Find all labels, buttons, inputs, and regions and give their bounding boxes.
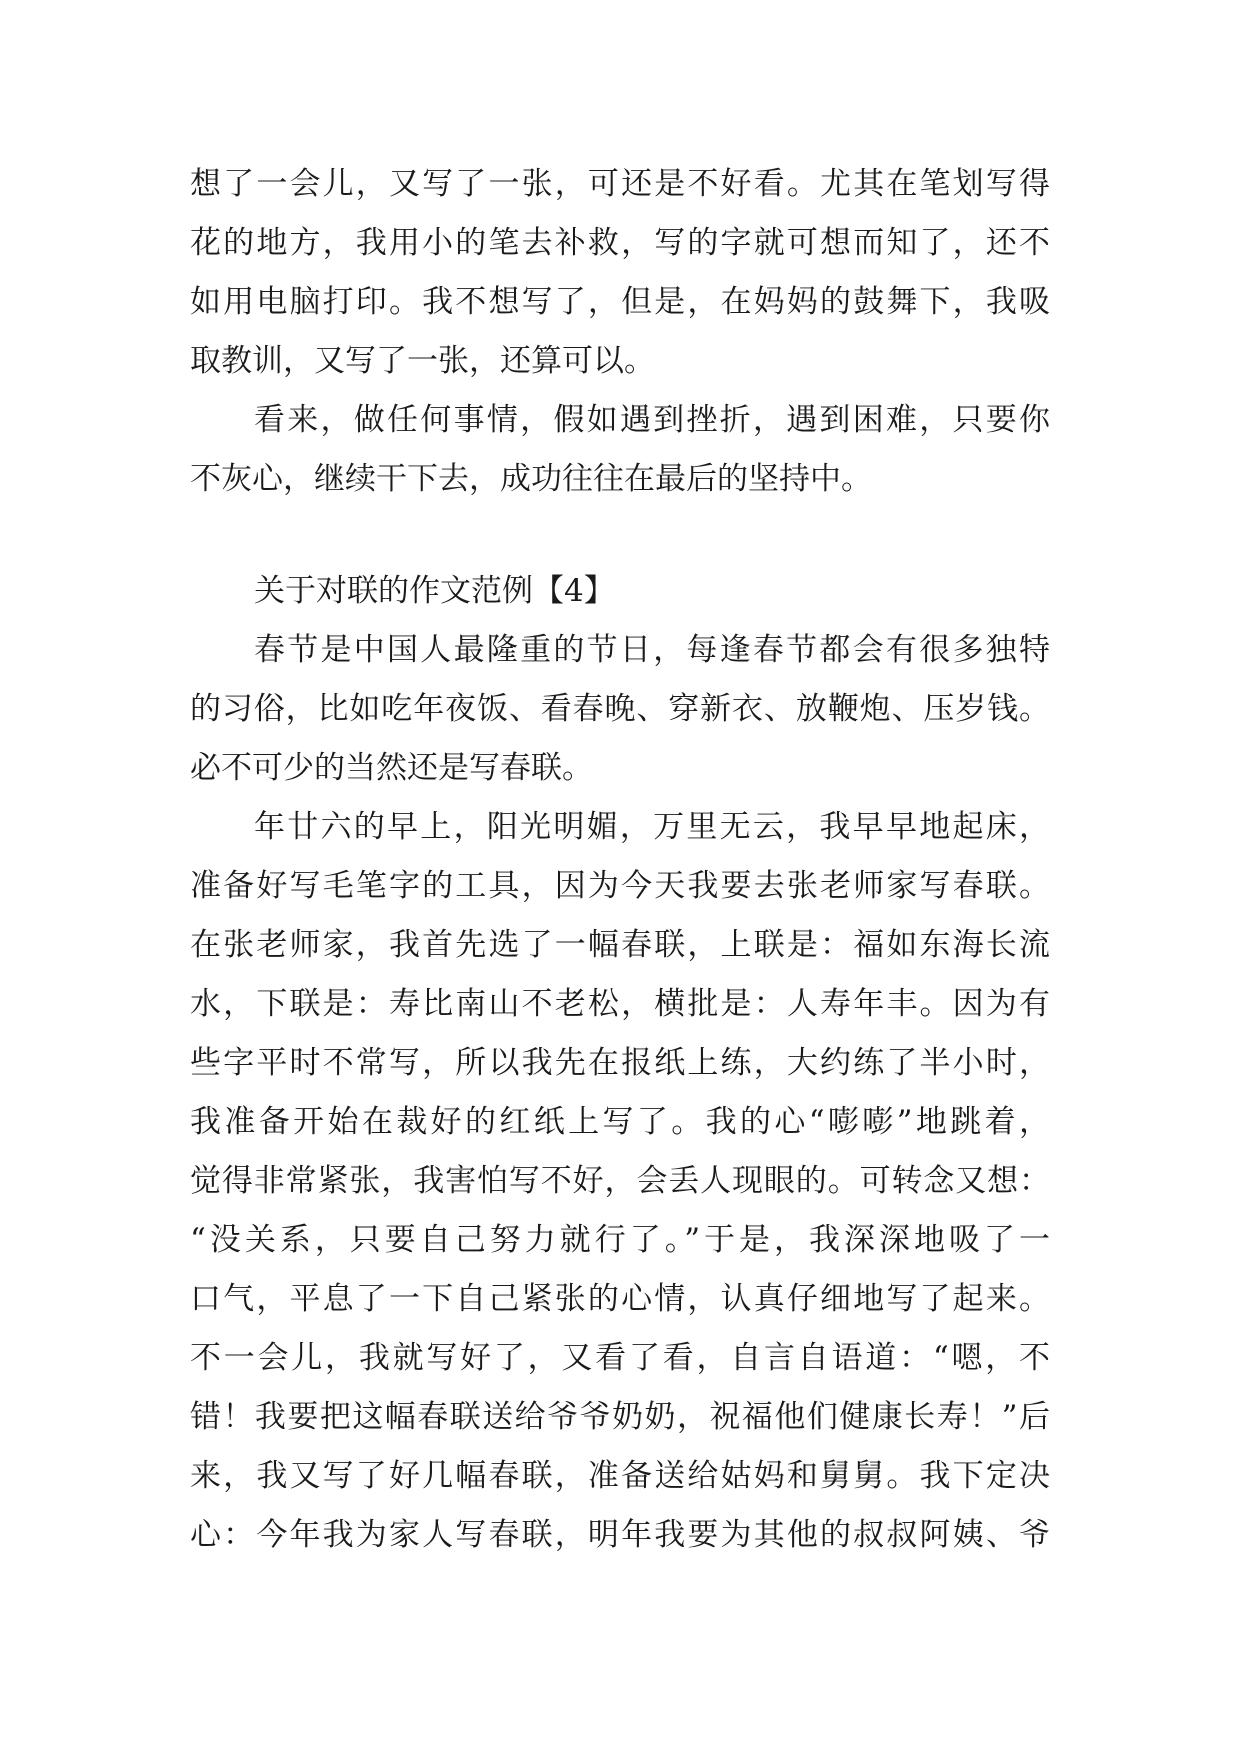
text-line: “没关系，只要自己努力就行了。”于是，我深深地吸了一 [190,1222,1050,1258]
text-line: 错！我要把这幅春联送给爷爷奶奶，祝福他们健康长寿！”后 [190,1399,1050,1435]
text-line: 看来，做任何事情，假如遇到挫折，遇到困难，只要你 [254,402,1050,438]
text-line: 准备好写毛笔字的工具，因为今天我要去张老师家写春联。 [190,868,1050,904]
text-line: 水，下联是：寿比南山不老松，横批是：人寿年丰。因为有 [190,986,1050,1022]
paragraph [190,798,1050,1565]
text-line: 些字平时不常写，所以我先在报纸上练，大约练了半小时， [190,1045,1050,1081]
paragraph [190,391,1050,509]
text-line: 口气，平息了一下自己紧张的心情，认真仔细地写了起来。 [190,1281,1050,1317]
paragraph [190,621,1050,798]
section-gap [190,509,1050,562]
paragraph [190,155,1050,391]
text-line: 花的地方，我用小的笔去补救，写的字就可想而知了，还不 [190,225,1050,261]
text-line: 春节是中国人最隆重的节日，每逢春节都会有很多独特 [254,632,1050,668]
text-line: 的习俗，比如吃年夜饭、看春晚、穿新衣、放鞭炮、压岁钱。 [190,691,1050,727]
text-line: 如用电脑打印。我不想写了，但是，在妈妈的鼓舞下，我吸 [190,284,1050,320]
text-line: 必不可少的当然还是写春联。 [190,750,593,786]
section-heading: 关于对联的作文范例【4】 [254,573,615,609]
text-line: 取教训，又写了一张，还算可以。 [190,343,655,379]
text-line: 觉得非常紧张，我害怕写不好，会丢人现眼的。可转念又想： [190,1163,1050,1199]
document-page [190,155,1050,1565]
text-line: 来，我又写了好几幅春联，准备送给姑妈和舅舅。我下定决 [190,1458,1050,1494]
text-line: 不一会儿，我就写好了，又看了看，自言自语道：“嗯，不 [190,1340,1050,1376]
text-line: 在张老师家，我首先选了一幅春联，上联是：福如东海长流 [190,927,1050,963]
text-line: 不灰心，继续干下去，成功往往在最后的坚持中。 [190,461,872,497]
text-line: 想了一会儿，又写了一张，可还是不好看。尤其在笔划写得 [190,166,1050,202]
text-line: 我准备开始在裁好的红纸上写了。我的心“嘭嘭”地跳着， [190,1104,1050,1140]
text-line: 心：今年我为家人写春联，明年我要为其他的叔叔阿姨、爷 [190,1517,1050,1553]
text-line: 年廿六的早上，阳光明媚，万里无云，我早早地起床， [254,809,1050,845]
